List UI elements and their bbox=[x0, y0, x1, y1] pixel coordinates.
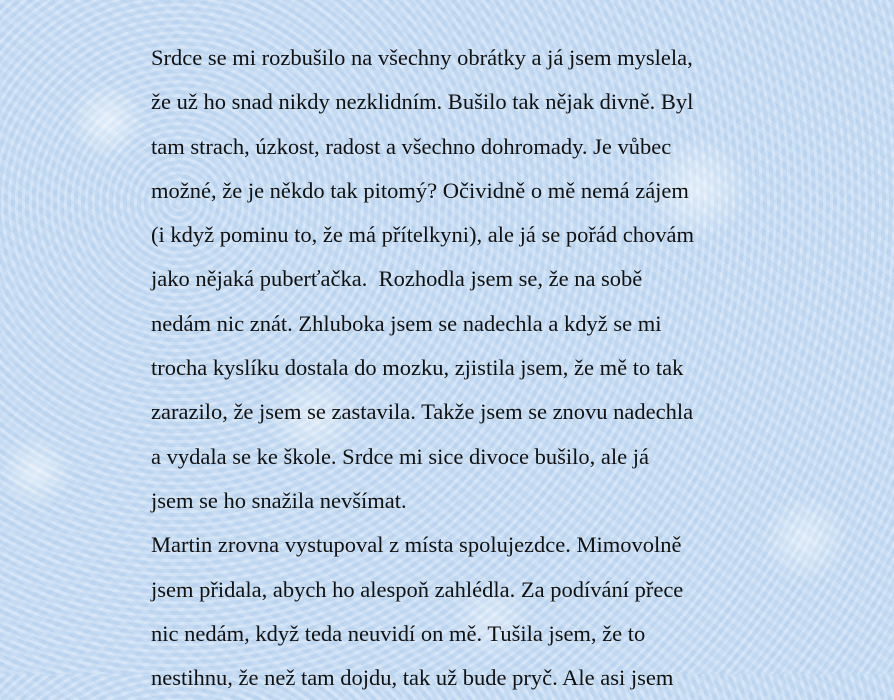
text-line: nedám nic znát. Zhluboka jsem se nadechla a když se mi bbox=[151, 310, 662, 336]
text-line: nic nedám, když teda neuvidí on mě. Tušila jsem, že to bbox=[151, 620, 646, 646]
text-line: jsem přidala, abych ho alespoň zahlédla. Za podívání přece bbox=[151, 576, 684, 602]
text-line: jsem se ho snažila nevšímat. bbox=[151, 487, 407, 513]
text-line: Srdce se mi rozbušilo na všechny obrátky a já jsem myslela, bbox=[151, 45, 693, 70]
text-line: jako nějaká puberťačka. Rozhodla jsem se, že na sobě bbox=[151, 266, 643, 292]
text-line: Martin zrovna vystupoval z místa spolujezdce. Mimovolně bbox=[151, 532, 682, 558]
text-line: že už ho snad nikdy nezklidním. Bušilo tak nějak divně. Byl bbox=[151, 89, 694, 115]
text-line: a vydala se ke škole. Srdce mi sice divoce bušilo, ale já bbox=[151, 443, 649, 469]
text-line: (i když pominu to, že má přítelkyni), ale já se pořád chovám bbox=[151, 222, 694, 248]
text-line: možné, že je někdo tak pitomý? Očividně o mě nemá zájem bbox=[151, 177, 689, 203]
story-text bbox=[151, 36, 791, 700]
text-line: trocha kyslíku dostala do mozku, zjistila jsem, že mě to tak bbox=[151, 355, 684, 381]
text-line: nestihnu, že než tam dojdu, tak už bude pryč. Ale asi jsem bbox=[151, 665, 674, 691]
text-line: tam strach, úzkost, radost a všechno dohromady. Je vůbec bbox=[151, 133, 672, 159]
text-line: zarazilo, že jsem se zastavila. Takže jsem se znovu nadechla bbox=[151, 399, 694, 425]
